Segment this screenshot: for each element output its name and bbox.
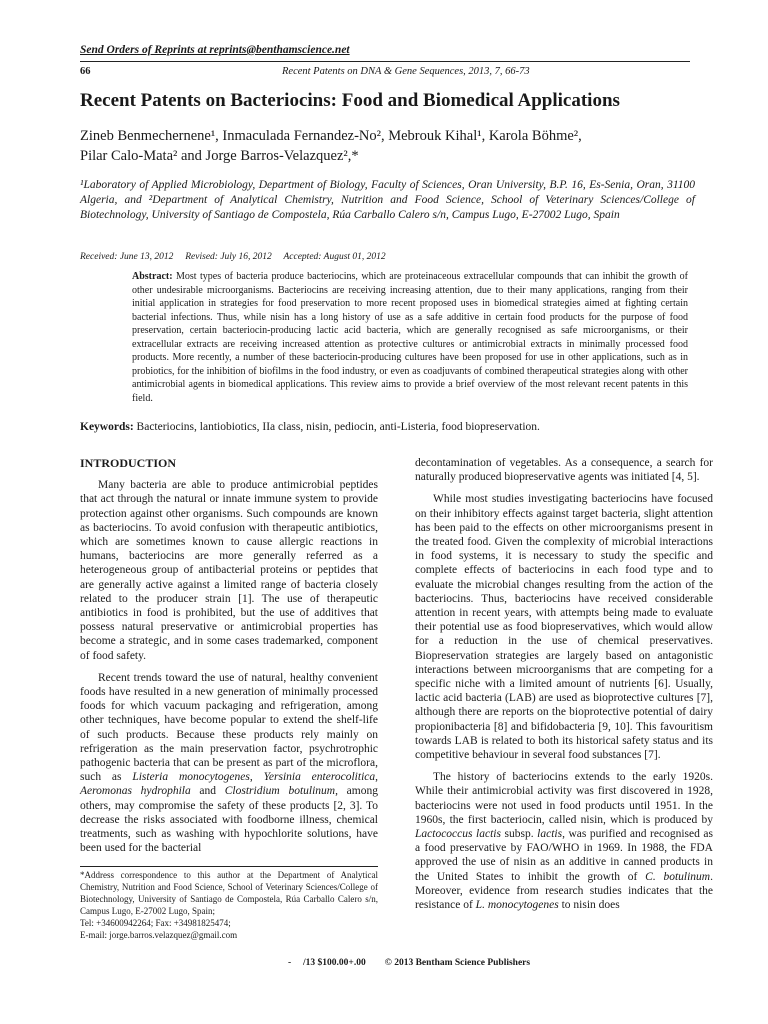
species-name: Lactococcus lactis [415, 828, 501, 841]
text-run: to nisin does [558, 899, 620, 912]
abstract [132, 270, 688, 405]
keywords-text: Bacteriocins, lantiobiotics, IIa class, nisin, pediocin, anti-Listeria, food biopreservation. [133, 421, 540, 433]
species-name: Yersinia enterocolitica [263, 771, 376, 784]
text-run: and [190, 785, 225, 798]
footnote-address: *Address correspondence to this author at the Department of Analytical Chemistry, Nutrition and Food Science, School of Veterinary Sciences/College of Biotechnology, University of Santiago de Compostela, Rúa Carballo Calero s/n, Campus Lugo, E-27002 Lugo, Spain; [80, 870, 378, 916]
text-run: Recent trends toward the use of natural, healthy convenient foods have resulted in a new generation of minimally processed foods for which vacuum packaging and refrigeration, among other techniques, have become popular to extend the shelf-life of such products. Because these products rely mainly on refrigeration as the main preservation factor, psychrotrophic pathogenic bacteria that can be present as part of the microflora, such as [80, 671, 378, 784]
text-run: subsp. [500, 828, 538, 841]
keywords-label: Keywords: [80, 421, 134, 433]
keywords [80, 421, 700, 433]
authors-line-2: Pilar Calo-Mata² and Jorge Barros-Velazquez²,* [80, 148, 359, 164]
page-number: 66 [80, 66, 91, 77]
right-paragraph-3 [415, 770, 713, 912]
species-name: L. monocytogenes [475, 899, 559, 912]
article-dates: Received: June 13, 2012 Revised: July 16, 2012 Accepted: August 01, 2012 [80, 252, 386, 262]
reprints-notice[interactable]: Send Orders of Reprints at reprints@benthamscience.net [80, 44, 350, 56]
footnote-email[interactable]: E-mail: jorge.barros.velazquez@gmail.com [80, 930, 238, 940]
species-name: C. botulinum [645, 870, 711, 883]
right-paragraph-2: While most studies investigating bacteriocins have focused on their inhibitory effects against target bacteria, slight attention has been paid to the effects on other microorganisms present in the treated food. Given the complexity of microbial interactions in food systems, it is necessary to study the specific and complete effects of bacteriocins in each food type and to evaluate the microbial changes resulting from the action of the bacteriocins. Thus, bacteriocins have received considerable attention in recent years, with attempts being made to evaluate their potential use as food biopreservatives, which would allow for a reduction in the use of chemical preservatives. Biopreservation strategies are largely based on antagonistic interactions between microorganisms that are competing for a specific niche with a limited amount of nutrients [6]. Usually, lactic acid bacteria (LAB) are used as bioprotective cultures [7], although there are reports on the bioprotective potential of dairy propionibacteria [8] and bifidobacteria [9, 10]. This favouritism towards LAB is related to both its historical safety status and its competitive behaviour in several food substances [7]. [415, 493, 713, 762]
text-run: . Moreover, evidence from research studies indicates that the resistance of [415, 870, 713, 912]
species-name: Aeromonas hydrophila [80, 785, 191, 798]
publisher-footer: - /13 $100.00+.00 © 2013 Bentham Science Publishers [288, 958, 531, 968]
left-paragraph-2 [80, 671, 378, 856]
author-list [80, 126, 700, 166]
left-paragraph-1: Many bacteria are able to produce antimicrobial peptides that act through the natural or innate immune system to provide protection against other organisms. Such compounds are known as bacteriocins. To avoid confusion with therapeutic antibiotics, which are sometimes known to cause allergic reactions in humans, bacteriocins are more generally referred as a heterogeneous group of antibacterial proteins or peptides that are generally active against a limited range of bacteria closely related to the producer strain [1]. The use of therapeutic antibiotics in food is prohibited, but the use of additives that possess natural preservative or antimicrobial properties has become a strategic, and in some cases trademarked, component of food safety. [80, 479, 378, 662]
species-name: Clostridium botulinum [224, 785, 336, 798]
abstract-label: Abstract: [132, 271, 173, 282]
abstract-text: Most types of bacteria produce bacteriocins, which are proteinaceous extracellular compounds that can inhibit the growth of other undesirable microorganisms. Bacteriocins are receiving increasing attention, due to their many applications, ranging from their initial application in strategies for food preservation to more recent proposed uses in biomedical strategies aimed at fighting certain bacterial infections. Thus, while nisin has a long history of use as a safe additive in certain food products for the purpose of food preservation, certain bacteriocin-producing lactic acid bacteria, which are generally recognised as safe microorganisms, or their extracellular extracts are receiving increased attention as protective cultures or antimicrobial extracts in minimally processed food products. More recently, a number of these bacteriocin-producing cultures have been proposed for use in other applications, such as in probiotics, for the inhibition of biofilms in the food industry, or even as coadjuvants of combined therapeutical strategies along with other antimicrobial agents in biomedical applications. This review aims to provide a brief overview of the most relevant recent patents in this field. [132, 271, 688, 404]
species-name: Listeria monocytogenes [132, 771, 250, 784]
affiliations: ¹Laboratory of Applied Microbiology, Department of Biology, Faculty of Sciences, Oran University, B.P. 16, Es-Senia, Oran, 31100 Algeria, and ²Department of Analytical Chemistry, Nutrition and Food Science, School of Veterinary Sciences/College of Biotechnology, University of Santiago de Compostela, Rúa Carballo Calero s/n, Campus Lugo, E-27002 Lugo, Spain [80, 179, 695, 221]
right-column [415, 456, 713, 920]
footnote-rule [80, 866, 378, 867]
text-run: , was purified and recognised as a food preservative by FAO/WHO in 1969. In 1988, the FDA approved the use of nisin as an additive in canned products in the United States to inhibit the growth of [415, 828, 713, 883]
text-run: , [249, 771, 264, 784]
text-run: , [375, 771, 378, 784]
authors-line-1: Zineb Benmechernene¹, Inmaculada Fernandez-No², Mebrouk Kihal¹, Karola Böhme², [80, 128, 582, 144]
article-title: Recent Patents on Bacteriocins: Food and Biomedical Applications [80, 90, 620, 111]
right-paragraph-1: decontamination of vegetables. As a consequence, a search for naturally produced biopreservative agents was initiated [4, 5]. [415, 457, 713, 484]
species-name: lactis [537, 828, 563, 841]
left-column [80, 456, 378, 863]
footnote-phone: Tel: +34600942264; Fax: +34981825474; [80, 918, 231, 928]
text-run: , among others, may compromise the safety of these products [2, 3]. To decrease the risks associated with foodborne illness, chemical treatments, such as washing with hypochlorite solutions, have been used for the bacterial [80, 785, 378, 855]
section-heading-introduction: INTRODUCTION [80, 456, 177, 470]
journal-citation: Recent Patents on DNA & Gene Sequences, 2013, 7, 66-73 [282, 66, 530, 77]
text-run: The history of bacteriocins extends to the early 1920s. While their antimicrobial activity was first discovered in 1928, bacteriocins were not used in food products until 1951. In the 1960s, the first bacteriocin, called nisin, which is produced by [415, 771, 713, 826]
correspondence-footnote [80, 869, 378, 941]
header-rule [80, 61, 690, 62]
